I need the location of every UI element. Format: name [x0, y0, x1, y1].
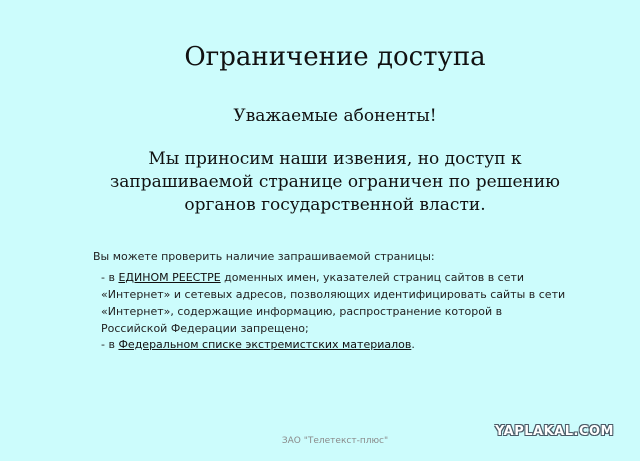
item-description: доменных имен, указателей страниц сайтов в сети «Интернет» и сетевых адресов, позволяющих идентифицировать сайты в сети «Интернет», содержащие информацию, распространение которой в Российской Федерации запрещено;	[101, 271, 566, 335]
provider-footer: ЗАО "Телетекст-плюс"	[281, 436, 389, 446]
site-watermark: YAPLAKAL.COM	[495, 424, 614, 439]
apology-line: Мы приносим наши извения, но доступ к	[148, 149, 522, 169]
apology-text	[0, 148, 640, 217]
extremist-list-item	[101, 336, 571, 353]
item-prefix: - в	[101, 338, 119, 351]
apology-line: органов государственной власти.	[184, 195, 486, 215]
check-intro: Вы можете проверить наличие запрашиваемой страницы:	[93, 250, 435, 263]
greeting-text: Уважаемые абоненты!	[233, 106, 437, 126]
apology-line: запрашиваемой странице ограничен по решению	[110, 172, 560, 192]
item-suffix: .	[411, 338, 415, 351]
page-title: Ограничение доступа	[184, 42, 486, 72]
registry-item	[101, 269, 571, 337]
extremist-materials-link[interactable]: Федеральном списке экстремистских материалов	[118, 338, 412, 351]
unified-registry-link[interactable]: ЕДИНОМ РЕЕСТРЕ	[118, 271, 221, 284]
item-prefix: - в	[101, 271, 119, 284]
